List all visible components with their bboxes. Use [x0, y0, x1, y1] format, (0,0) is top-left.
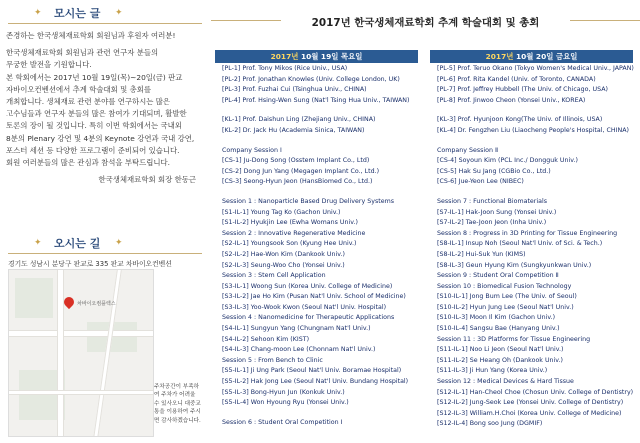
program-item: Session 11 : 3D Platforms for Tissue Engineering — [437, 335, 591, 343]
program-item: Session 1 : Nanoparticle Based Drug Delivery Systems — [222, 197, 394, 205]
program-item: Session 7 : Functional Biomaterials — [437, 197, 548, 205]
greeting-header — [8, 2, 202, 24]
greeting-line: 본 학회에서는 2017년 10월 19일(목)~20일(금) 판교 — [6, 72, 183, 82]
map-pin-icon[interactable] — [62, 295, 76, 309]
program-item: [CS-3] Seong-Hyun Jeon (HansBiomed Co., Ltd.) — [222, 178, 373, 186]
program-item: Session 10 : Biomedical Fusion Technology — [437, 282, 572, 290]
program-item: [S11-IL-2] Se Heang Oh (Dankook Univ.) — [437, 356, 563, 364]
program-title — [211, 14, 640, 29]
program-item: [KL-4] Dr. Fengzhen Liu (Liaocheng People's Hospital, CHINA) — [437, 126, 629, 134]
program-item: [S7-IL-2] Tae-Joon Jeon (Inha Univ.) — [437, 219, 547, 227]
program-item: [S10-IL-2] Hyun Jung Lee (Seoul Nat'l Univ.) — [437, 303, 574, 311]
greeting-line: 8분의 Plenary 강연 및 4분의 Keynote 강연과 국내 강연, — [6, 133, 195, 143]
program-item: [KL-3] Prof. Hyunjoon Kong(The Univ. of Illinois, USA) — [437, 116, 603, 124]
day1-date: 10월 19일 목요일 — [300, 52, 363, 61]
program-item: [S2-IL-3] Seung-Woo Cho (Yonsei Univ.) — [222, 261, 345, 269]
parking-note: 주차공간이 부족하여 주차가 어려울 수 있사오니 대중교통을 이용하여 주시면 감사하겠습니다. — [154, 384, 201, 424]
program-item: [S4-IL-2] Sehoon Kim (KIST) — [222, 335, 310, 343]
program-item: [KL-2] Dr. Jack Hu (Academia Sinica, TAIWAN) — [222, 126, 365, 134]
program-item: [S10-IL-4] Sangsu Bae (Hanyang Univ.) — [437, 325, 560, 333]
program-item: [S11-IL-1] Noo Li Jeon (Seoul Nat'l Univ.) — [437, 346, 564, 354]
program-item: Session 6 : Student Oral Competition Ⅰ — [222, 418, 343, 426]
day1-column — [211, 50, 422, 428]
program-item: [S3-IL-1] Woong Sun (Korea Univ. College of Medicine) — [222, 282, 393, 290]
program-item: Session 5 : From Bench to Clinic — [222, 356, 323, 364]
program-item: [S11-IL-3] Ji Hun Yang (Korea Univ.) — [437, 367, 548, 375]
day2-header — [430, 50, 633, 63]
program-item: [PL-6] Prof. Rita Kandel (Univ. of Toronto, CANADA) — [437, 75, 596, 83]
program-item: Company Session Ⅰ — [222, 146, 282, 154]
program-item: [CS-1] Ju-Dong Song (Osstem Implant Co., Ltd) — [222, 157, 370, 165]
flourish-icon: ✦ — [115, 238, 123, 248]
day1-header — [215, 50, 418, 63]
program-item: [S12-IL-4] Bong soo Jung (DGMIF) — [437, 420, 543, 428]
title-rule — [570, 20, 640, 21]
program-item: [CS-5] Hak Su Jang (CGBio Co., Ltd.) — [437, 167, 551, 175]
greeting-line: 고수님들과 연구자 분들의 많은 참여가 기대되며, 활발한 — [6, 109, 187, 119]
program-item: [PL-1] Prof. Tony Mikos (Rice Univ., USA) — [222, 65, 348, 72]
greeting-line: 한국생체재료학회 회원님과 관련 연구자 분들의 — [6, 48, 159, 58]
greeting-signature: 한국생체재료학회 회장 한동근 — [98, 175, 196, 185]
program-panel — [211, 0, 640, 443]
program-item: Session 3 : Stem Cell Application — [222, 272, 326, 280]
greeting-line: 자바이오컨벤션에서 추계 학술대회 및 총회를 — [6, 84, 152, 94]
program-item: [S10-IL-3] Moon Il Kim (Gachon Univ.) — [437, 314, 556, 322]
flourish-icon: ✦ — [34, 8, 42, 18]
program-item: Session 9 : Student Oral Competition Ⅱ — [437, 272, 559, 280]
program-item: [PL-2] Prof. Jonathan Knowles (Univ. College London, UK) — [222, 75, 400, 83]
flourish-icon: ✦ — [115, 8, 123, 18]
program-item: [S12-IL-2] Jung-Seok Lee (Yonsei Univ. College of Dentistry) — [437, 399, 624, 407]
program-item: [S5-IL-2] Hak Jong Lee (Seoul Nat'l Univ. Bundang Hospital) — [222, 378, 409, 386]
list-spacer — [437, 188, 637, 197]
program-item: [S12-IL-3] William.H.Choi (Korea Univ. College of Medicine) — [437, 409, 622, 417]
program-item: [S8-IL-1] Insup Noh (Seoul Nat'l Univ. of Sci. & Tech.) — [437, 240, 603, 248]
program-item: [S8-IL-3] Geun Hyung Kim (Sungkyunkwan Univ.) — [437, 261, 592, 269]
program-item: [S5-IL-1] Ji Ung Park (Seoul Nat'l Univ. Boramae Hospital) — [222, 367, 402, 375]
greeting-line: 존경하는 한국생체재료학회 회원님과 후원자 여러분! — [6, 31, 176, 40]
program-item: [S8-IL-2] Hui-Suk Yun (KIMS) — [437, 250, 526, 258]
greeting-text — [6, 30, 202, 186]
program-item: [CS-2] Dong Jun Yang (Megagen Implant Co., Ltd.) — [222, 167, 380, 175]
day1-year: 2017년 — [270, 52, 299, 61]
program-item: [KL-1] Prof. Daishun Ling (Zhejiang Univ., CHINA) — [222, 116, 376, 124]
directions-title: 오시는 길 — [54, 237, 101, 250]
program-item: [CS-4] Soyoun Kim (PCL Inc./ Dongguk Univ.) — [437, 157, 578, 165]
list-spacer — [222, 188, 422, 197]
program-item: Session 2 : Innovative Regenerative Medicine — [222, 229, 366, 237]
day2-year: 2017년 — [485, 52, 514, 61]
program-item: [S3-IL-2] Jae Ho Kim (Pusan Nat'l Univ. School of Medicine) — [222, 293, 406, 301]
program-item: [S7-IL-1] Hak-Joon Sung (Yonsei Univ.) — [437, 208, 557, 216]
day2-date: 10월 20일 금요일 — [515, 52, 578, 61]
program-item: [S1-IL-2] Hyukjin Lee (Ewha Womans Univ.) — [222, 219, 358, 227]
program-item: [S3-IL-3] Yoo-Wook Kwon (Seoul Nat'l Univ. Hospital) — [222, 303, 387, 311]
list-spacer — [222, 137, 422, 146]
program-item: [PL-3] Prof. Fuzhai Cui (Tsinghua Univ., CHINA) — [222, 86, 367, 94]
list-spacer — [222, 106, 422, 115]
program-item: [PL-7] Prof. Jeffrey Hubbell (The Univ. of Chicago, USA) — [437, 86, 608, 94]
list-spacer — [222, 409, 422, 418]
greeting-line: 회원 여러분들의 많은 관심과 참석을 부탁드립니다. — [6, 158, 171, 168]
greeting-title: 모시는 글 — [54, 7, 101, 20]
flourish-icon: ✦ — [34, 238, 42, 248]
greeting-line: 개최합니다. 생체재료 관련 분야를 연구하시는 많은 — [6, 97, 171, 107]
list-spacer — [437, 137, 637, 146]
left-column — [0, 0, 203, 443]
program-item: [CS-6] Jue-Yeon Lee (NIBEC) — [437, 178, 524, 186]
program-item: [PL-4] Prof. Hsing-Wen Sung (Nat'l Tsing Hua Univ., TAIWAN) — [222, 96, 410, 104]
day2-program-list — [437, 64, 637, 430]
program-item: [PL-5] Prof. Teruo Okano (Tokyo Women's Medical Univ., JAPAN) — [437, 65, 634, 72]
program-item: Company Session Ⅱ — [437, 146, 499, 154]
program-item: [PL-8] Prof. Jinwoo Cheon (Yonsei Univ., KOREA) — [437, 96, 586, 104]
program-item: [S1-IL-1] Young Tag Ko (Gachon Univ.) — [222, 208, 341, 216]
program-item: Session 4 : Nanomedicine for Therapeutic Applications — [222, 314, 395, 322]
list-spacer — [437, 106, 637, 115]
program-item: [S5-IL-3] Bong-Hyun Jun (Konkuk Univ.) — [222, 388, 345, 396]
directions-header — [8, 232, 202, 254]
title-rule — [211, 20, 281, 21]
program-item: [S4-IL-3] Chang-moon Lee (Chonnam Nat'l Univ.) — [222, 346, 376, 354]
greeting-line: 토론의 장이 될 것입니다. 특히 이번 학회에서는 국내외 — [6, 121, 182, 131]
day2-column — [426, 50, 637, 430]
program-item: Session 12 : Medical Devices & Hard Tissue — [437, 378, 574, 386]
map-pin-label: 차바이오컴플렉스 — [77, 301, 116, 307]
program-item: [S12-IL-1] Han-Cheol Choe (Chosun Univ. College of Dentistry) — [437, 388, 634, 396]
program-title-text: 2017년 한국생체재료학회 추계 학술대회 및 총회 — [311, 17, 540, 29]
program-item: Session 8 : Progress in 3D Printing for Tissue Engineering — [437, 229, 618, 237]
program-item: [S5-IL-4] Won Hyoung Ryu (Yonsei Univ.) — [222, 399, 349, 407]
program-item: [S2-IL-1] Youngsook Son (Kyung Hee Univ.) — [222, 240, 357, 248]
venue-map[interactable] — [8, 269, 154, 437]
greeting-line: 포스터 세션 등 다양한 프로그램이 준비되어 있습니다. — [6, 145, 180, 155]
program-item: [S2-IL-2] Hae-Won Kim (Dankook Univ.) — [222, 250, 345, 258]
program-item: [S10-IL-1] Jong Bum Lee (The Univ. of Seoul) — [437, 293, 577, 301]
day1-program-list — [222, 64, 422, 428]
program-item: [S4-IL-1] Sungyun Yang (Chungnam Nat'l Univ.) — [222, 325, 371, 333]
greeting-line: 무궁한 발전을 기원합니다. — [6, 60, 92, 70]
venue-address: 경기도 성남시 분당구 판교로 335 판교 차바이오컨벤션 — [8, 260, 172, 268]
